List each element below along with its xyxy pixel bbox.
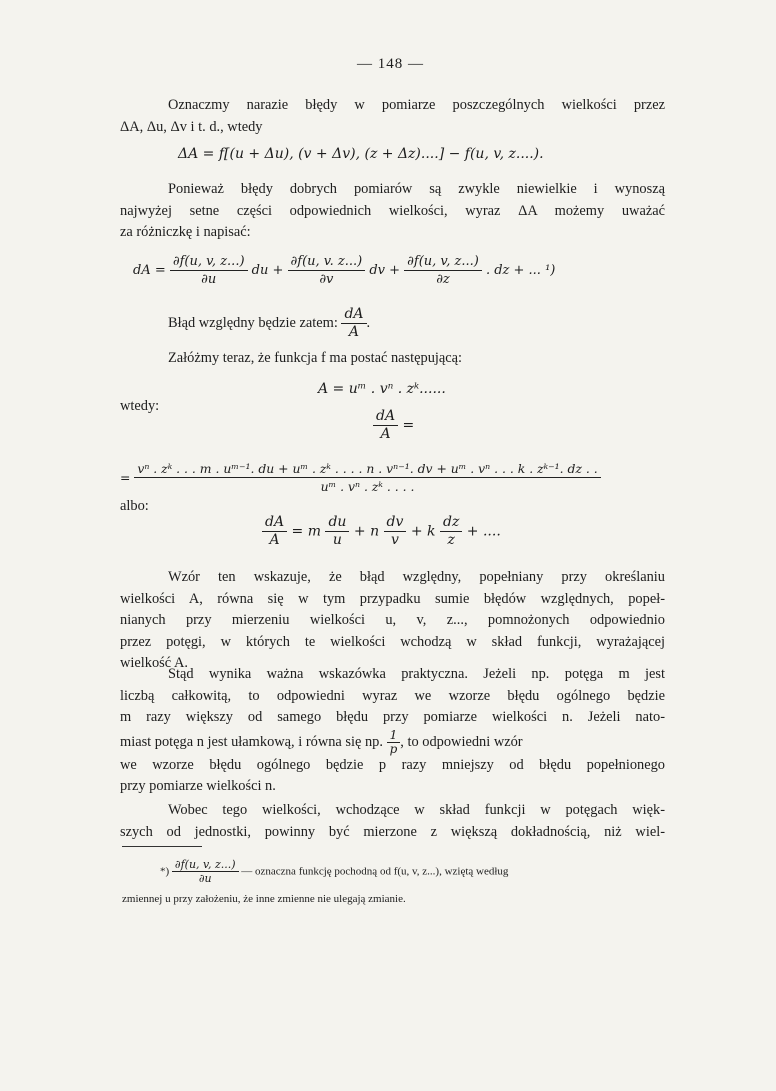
text-line: Wobec tego wielkości, wchodzące w skład funkcji w potęgach więk- — [168, 802, 665, 818]
fraction-numerator: dv — [384, 514, 407, 532]
equation-relative-sum — [262, 514, 501, 549]
label-albo: albo: — [120, 498, 149, 514]
fraction — [341, 306, 366, 341]
fraction — [440, 514, 462, 549]
text-line: Wzór ten wskazuje, że błąd względny, popełniany przy określaniu — [168, 569, 665, 585]
fraction — [172, 858, 239, 885]
eq-term: . dz + ... ¹) — [485, 263, 556, 278]
fraction — [262, 514, 287, 549]
text-line: przez potęgi, w których te wielkości wchodzą w skład funkcji, wyrażającej — [120, 633, 665, 650]
punctuation: . — [366, 314, 371, 331]
fraction — [134, 460, 600, 495]
eq-term: + .... — [466, 523, 501, 540]
footnote-text: — oznaczna funkcję pochodną od f(u, v, z...), wziętą według — [241, 865, 509, 878]
text-line: za różniczkę i napisać: — [120, 224, 251, 240]
text-line: przy pomiarze wielkości n. — [120, 778, 276, 794]
footnote-line: zmiennej u przy założeniu, że inne zmienne nie ulegają zmianie. — [122, 893, 406, 905]
fraction — [373, 408, 398, 443]
fraction-numerator: dA — [262, 514, 287, 532]
label-wtedy: wtedy: — [120, 398, 160, 414]
text-line: szych od jednostki, powinny być mierzone z większą dokładnością, niż wiel- — [120, 823, 665, 840]
fraction-denominator: z — [447, 532, 455, 548]
fraction-denominator: ∂u — [198, 872, 212, 885]
paragraph-conclusion — [120, 800, 665, 843]
paragraph-formula-meaning — [120, 567, 665, 675]
fraction-numerator: ∂f(u, v, z...) — [172, 858, 239, 872]
eq-term: = m — [291, 523, 321, 540]
fraction-denominator: p — [389, 741, 398, 756]
paragraph-practical-tip — [120, 664, 665, 798]
fraction-numerator: ∂f(u, v. z...) — [288, 253, 366, 271]
footnote — [160, 858, 508, 885]
fraction-denominator: ∂u — [201, 272, 217, 287]
fraction-denominator: A — [348, 324, 360, 340]
text-line: ΔA, Δu, Δv i t. d., wtedy — [120, 118, 263, 135]
text-fragment: , to odpowiedni wzór — [400, 733, 523, 750]
fraction-numerator: du — [325, 514, 349, 532]
eq-term: dv + — [369, 263, 401, 278]
footnote-mark: *) — [160, 865, 170, 878]
equation-power-form: A = uᵐ . vⁿ . zᵏ...... — [318, 381, 446, 397]
fraction-denominator: v — [391, 532, 399, 548]
fraction-numerator: 1 — [387, 729, 401, 743]
fraction-denominator: u — [332, 532, 342, 548]
text-line: Stąd wynika ważna wskazówka praktyczna. Jeżeli np. potęga m jest — [168, 666, 665, 682]
fraction-numerator: vⁿ . zᵏ . . . m . uᵐ⁻¹. du + uᵐ . zᵏ . . . . n . vⁿ⁻¹. dv + uᵐ . vⁿ . . . k . zᵏ⁻¹. dz . . — [134, 460, 600, 478]
eq-term: + n — [353, 523, 380, 540]
fraction-numerator: dA — [341, 306, 366, 324]
equation-delta-a: ΔA = f[(u + Δu), (v + Δv), (z + Δz)....] − f(u, v, z....). — [178, 146, 544, 162]
fraction-denominator: uᵐ . vⁿ . zᵏ . . . . — [320, 479, 415, 494]
eq-term: + k — [410, 523, 436, 540]
text-line: Ponieważ błędy dobrych pomiarów są zwykle niewielkie i wynoszą — [168, 181, 665, 197]
fraction — [325, 514, 349, 549]
text-line — [120, 729, 665, 755]
fraction-denominator: ∂v — [319, 272, 334, 287]
fraction-numerator: dA — [373, 408, 398, 426]
relative-error-text: Błąd względny będzie zatem: — [168, 314, 338, 331]
text-line: liczbą całkowitą, to odpowiedni wyraz we wzorze błędu ogólnego będzie — [120, 687, 665, 704]
text-line: m razy większy od samego błędu przy pomiarze wielkości n. Jeżeli nato- — [120, 709, 665, 725]
paragraph-differential — [120, 179, 665, 244]
text-line: Oznaczmy narazie błędy w pomiarze poszczególnych wielkości przez — [168, 97, 665, 113]
eq-lhs: dA = — [133, 263, 166, 278]
fraction-denominator: ∂z — [436, 272, 450, 287]
fraction — [387, 729, 401, 756]
fraction-denominator: A — [380, 426, 391, 442]
fraction-numerator: ∂f(u, v, z...) — [170, 253, 248, 271]
text-line: we wzorze błędu ogólnego będzie p razy mniejszy od błędu popełnionego — [120, 756, 665, 773]
equals-sign: = — [402, 417, 415, 434]
fraction — [170, 253, 248, 288]
equation-da-over-a — [373, 408, 414, 443]
footnote-divider — [122, 846, 202, 847]
fraction — [384, 514, 407, 549]
equation-expanded — [120, 460, 601, 495]
relative-error-line — [168, 306, 370, 341]
page-number: — 148 — — [357, 56, 424, 72]
fraction-numerator: ∂f(u, v, z...) — [404, 253, 482, 271]
eq-term: du + — [251, 263, 284, 278]
text-fragment: miast potęga n jest ułamkową, i równa się np. — [120, 733, 383, 750]
equation-total-differential — [133, 253, 555, 288]
text-line: najwyżej setne części odpowiednich wielkości, wyraz ΔA możemy uważać — [120, 202, 665, 219]
fraction-denominator: A — [269, 532, 280, 548]
fraction-numerator: dz — [440, 514, 462, 532]
paragraph-errors-intro — [120, 95, 665, 138]
text-line: nianych przy mierzeniu wielkości u, v, z..., pomnożonych odpowiednio — [120, 612, 665, 628]
text-line: wielkości A, równa się w tym przypadku sumie błędów względnych, popeł- — [120, 590, 665, 607]
fraction — [288, 253, 366, 288]
fraction — [404, 253, 482, 288]
equals-sign: = — [120, 470, 131, 485]
text-line: wielkość A. — [120, 655, 188, 671]
assumption-line: Załóżmy teraz, że funkcja f ma postać następującą: — [168, 350, 463, 366]
